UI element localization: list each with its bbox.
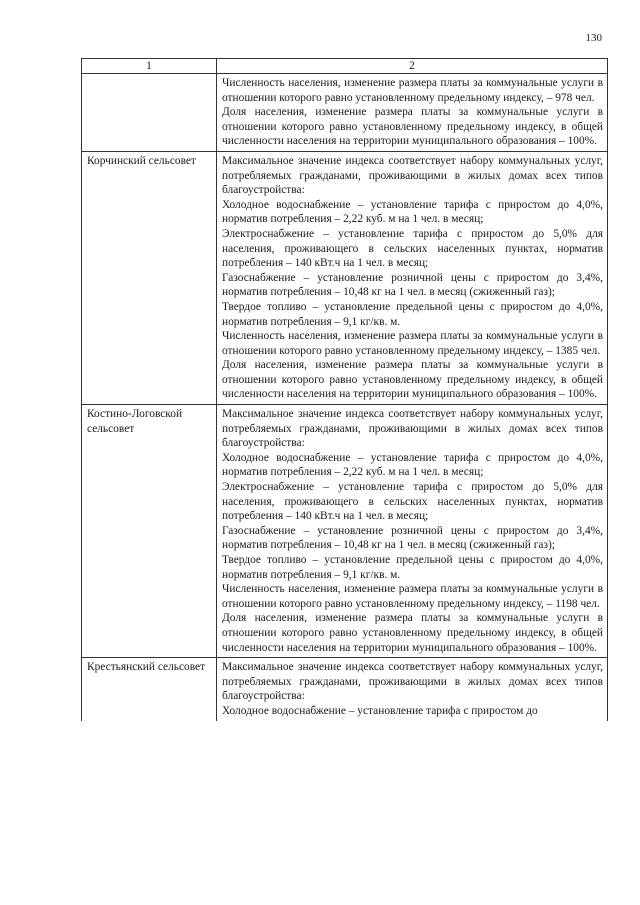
municipality-index-table [81, 58, 608, 721]
description-paragraph: Максимальное значение индекса соответствует набору коммунальных услуг, потребляемых гражданами, проживающими в жилых домах всех типов благоустройства: [222, 661, 603, 703]
municipality-name: Корчинский сельсовет [82, 151, 217, 404]
description-paragraph: Холодное водоснабжение – установление тарифа с приростом до [222, 704, 538, 717]
table-header-row [82, 59, 608, 74]
index-description [217, 405, 608, 658]
index-description [217, 151, 608, 404]
table-row [82, 74, 608, 152]
column-header-2: 2 [217, 59, 608, 74]
description-paragraph: Холодное водоснабжение – установление тарифа с приростом до 4,0%, норматив потребления – 2,22 куб. м на 1 чел. в месяц; [222, 198, 603, 226]
index-description [217, 74, 608, 152]
description-paragraph: Холодное водоснабжение – установление тарифа с приростом до 4,0%, норматив потребления – 2,22 куб. м на 1 чел. в месяц; [222, 451, 603, 479]
description-paragraph: Численность населения, изменение размера платы за коммунальные услуги в отношении которого равно установленному предельному индексу, – 1198 чел. [222, 583, 603, 610]
table-row [82, 151, 608, 404]
table-row [82, 405, 608, 658]
description-paragraph: Электроснабжение – установление тарифа с приростом до 5,0% для населения, проживающего в сельских населенных пунктах, норматив потребления – 140 кВт.ч на 1 чел. в месяц; [222, 227, 603, 270]
description-paragraph: Доля населения, изменение размера платы за коммунальные услуги в отношении которого равно установленному предельному индексу, в общей численности населения на территории муниципального образования – 100%. [222, 106, 603, 148]
description-paragraph: Твердое топливо – установление предельной цены с приростом до 4,0%, норматив потребления – 9,1 кг/кв. м. [222, 554, 603, 581]
description-paragraph: Электроснабжение – установление тарифа с приростом до 5,0% для населения, проживающего в сельских населенных пунктах, норматив потребления – 140 кВт.ч на 1 чел. в месяц; [222, 481, 603, 523]
municipality-name [82, 74, 217, 152]
description-paragraph: Доля населения, изменение размера платы за коммунальные услуги в отношении которого равно установленному предельному индексу, в общей численности населения на территории муниципального образования – 100%. [222, 359, 603, 401]
table-body [82, 74, 608, 721]
description-paragraph: Максимальное значение индекса соответствует набору коммунальных услуг, потребляемых гражданами, проживающими в жилых домах всех типов благоустройства: [222, 408, 603, 450]
index-description [217, 658, 608, 721]
description-paragraph: Максимальное значение индекса соответствует набору коммунальных услуг, потребляемых гражданами, проживающими в жилых домах всех типов благоустройства: [222, 154, 603, 197]
column-header-1: 1 [82, 59, 217, 74]
table-row [82, 658, 608, 721]
description-paragraph: Газоснабжение – установление розничной цены с приростом до 3,4%, норматив потребления – 10,48 кг на 1 чел. в месяц (сжиженный газ); [222, 271, 603, 299]
description-paragraph: Газоснабжение – установление розничной цены с приростом до 3,4%, норматив потребления – 10,48 кг на 1 чел. в месяц (сжиженный газ); [222, 524, 603, 552]
description-paragraph: Численность населения, изменение размера платы за коммунальные услуги в отношении которого равно установленному предельному индексу, – 978 чел. [222, 77, 603, 104]
municipality-name: Костино-Логовской сельсовет [82, 405, 217, 658]
municipality-name: Крестьянский сельсовет [82, 658, 217, 721]
description-paragraph: Численность населения, изменение размера платы за коммунальные услуги в отношении которого равно установленному предельному индексу, – 1385 чел. [222, 330, 603, 357]
description-paragraph: Доля населения, изменение размера платы за коммунальные услуги в отношении которого равно установленному предельному индексу, в общей численности населения на территории муниципального образования – 100%. [222, 612, 603, 654]
page-number: 130 [585, 32, 602, 44]
description-paragraph: Твердое топливо – установление предельной цены с приростом до 4,0%, норматив потребления – 9,1 кг/кв. м. [222, 300, 603, 328]
